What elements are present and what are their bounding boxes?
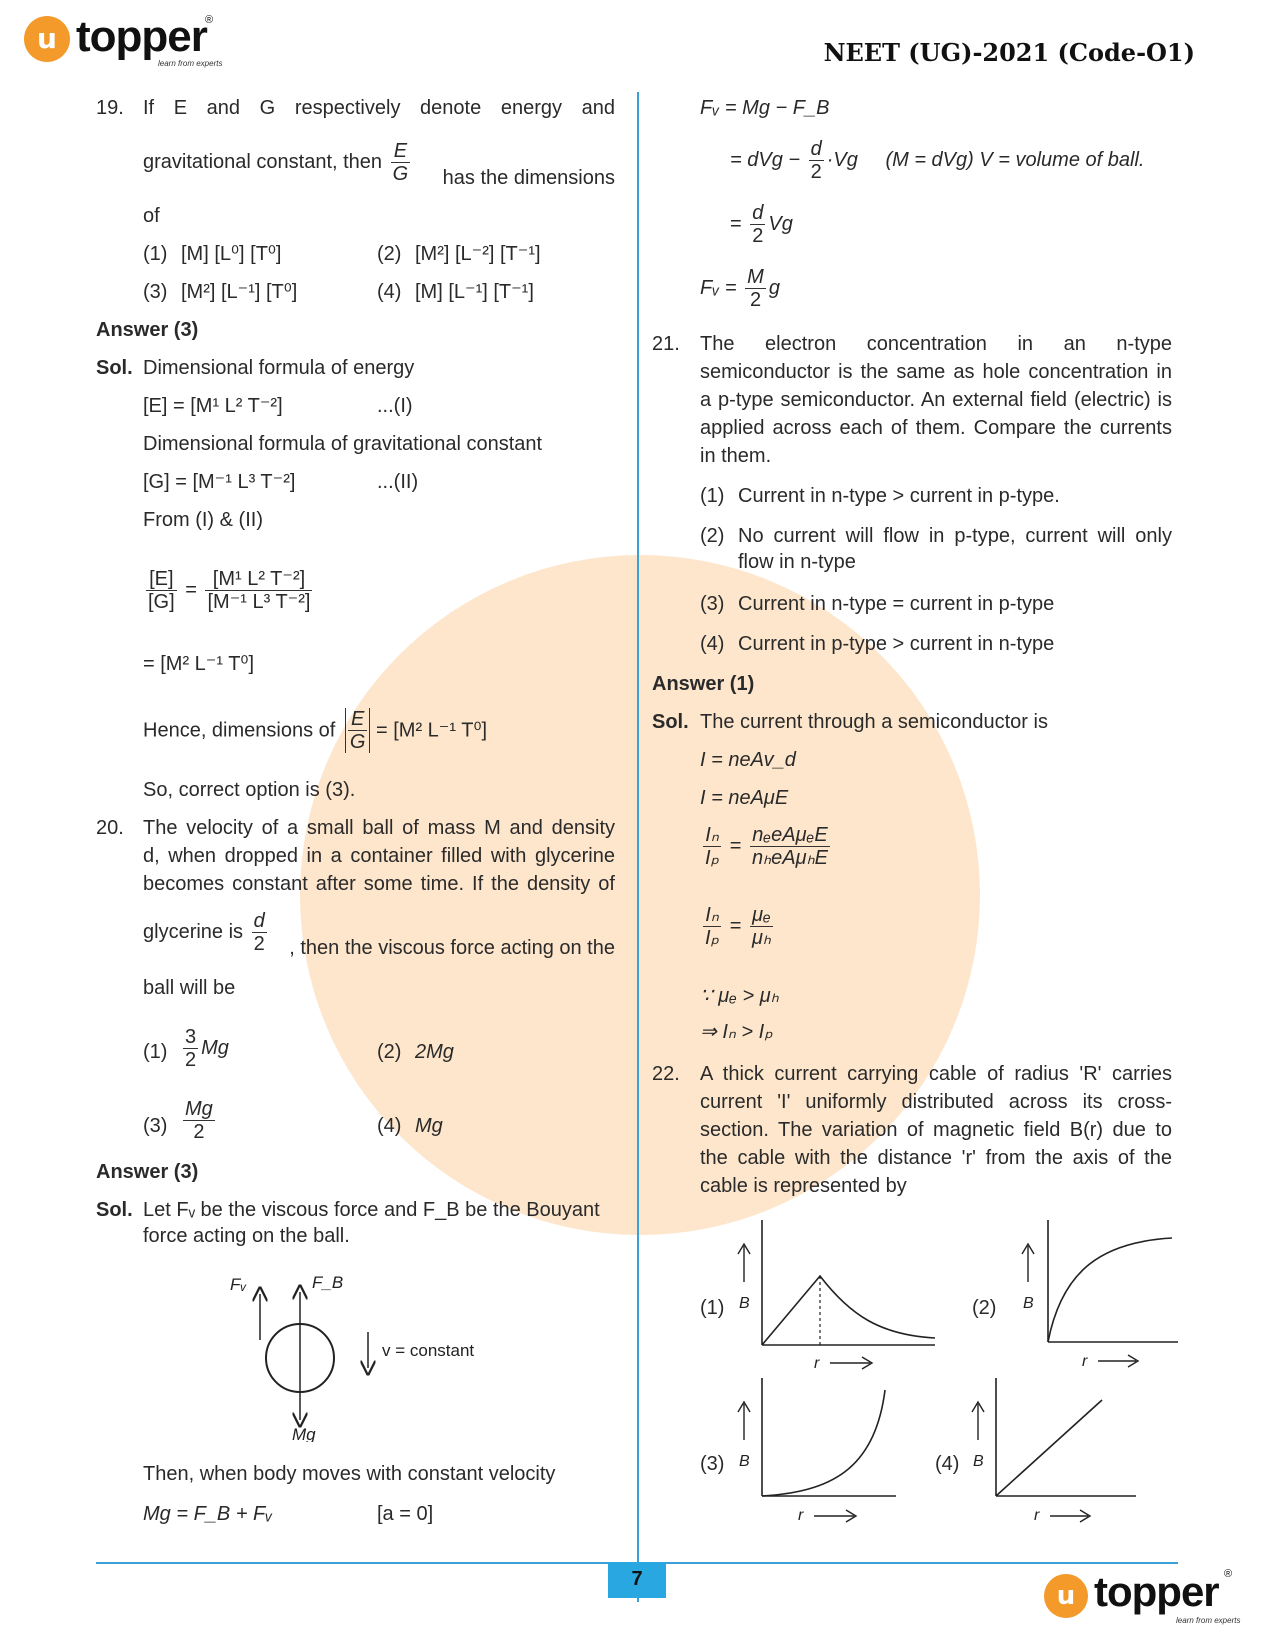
q20-option1-num: (1) xyxy=(143,1041,168,1063)
q21-option2-num: (2) xyxy=(700,525,725,547)
q21-eq4: $\frac{\text{Iₙ}}{\text{Iₚ}}$ = $\frac{\text{μₑ}}{\text{μₕ}}$ xyxy=(705,904,771,949)
q20-sol-line1: Let Fᵥ be the viscous force and F_B be the Bouyant xyxy=(143,1199,600,1221)
q22-graph1-num: (1) xyxy=(700,1297,725,1319)
q19-eq-tag2: ...(II) xyxy=(377,471,419,493)
q22-graph2-num: (2) xyxy=(972,1297,997,1319)
q22-graph4-x-label: r xyxy=(1034,1507,1040,1524)
q21-eq6: ⇒ Iₙ > Iₚ xyxy=(700,1021,773,1043)
q20-then: Then, when body moves with constant velocity xyxy=(143,1463,556,1485)
exam-title: NEET (UG)-2021 (Code-O1) xyxy=(823,38,1195,67)
q20-option2-num: (2) xyxy=(377,1041,402,1063)
header-logo-tagline: learn from experts xyxy=(158,59,223,68)
q19-line1: If E and G respectively denote energy and xyxy=(143,97,615,119)
col2-eq4: Fᵥ = $\frac{M}{2}$ g xyxy=(700,266,780,311)
footer-logo-icon: u xyxy=(1044,1574,1088,1618)
q19-conclusion: So, correct option is (3). xyxy=(143,779,356,801)
q19-eq-energy: [E] = [M¹ L² T⁻²] xyxy=(143,395,283,417)
q21-eq3: $\frac{\text{Iₙ}}{\text{Iₚ}}$ = $\frac{\text{nₑeAμₑE}}{\text{nₕeAμₕE}}$ xyxy=(705,824,828,869)
q22-number: 22. xyxy=(652,1063,680,1085)
q22-graph4-num: (4) xyxy=(935,1453,960,1475)
q19-eq-grav: [G] = [M⁻¹ L³ T⁻²] xyxy=(143,471,296,493)
q19-line2: gravitational constant, then $\frac{E}{G}$ has the dimensions xyxy=(143,140,615,189)
footer-registered-mark: ® xyxy=(1224,1568,1233,1580)
diagram-fb-label: F_B xyxy=(312,1273,344,1292)
q20-eq-cond: [a = 0] xyxy=(377,1503,434,1525)
q22-graph4 xyxy=(966,1370,1146,1530)
q20-option1: $\frac{3}{2}$ Mg xyxy=(185,1026,229,1071)
q20-eq: Mg = F_B + Fᵥ xyxy=(143,1503,273,1525)
q21-option2-line1: No current will flow in p-type, current will only xyxy=(738,525,1172,547)
q20-number: 20. xyxy=(96,817,124,839)
q20-option4: Mg xyxy=(415,1115,443,1137)
q22-graph2-y-label: B xyxy=(1023,1295,1034,1312)
q20-sol-line2: force acting on the ball. xyxy=(143,1225,350,1247)
q20-option2: 2Mg xyxy=(415,1041,454,1063)
q21-number: 21. xyxy=(652,333,680,355)
q20-option3: $\frac{Mg}{2}$ xyxy=(185,1098,213,1143)
q20-answer: Answer (3) xyxy=(96,1161,199,1183)
q22-graph1 xyxy=(730,1210,940,1370)
q22-graph3 xyxy=(730,1370,900,1530)
q22-graph2 xyxy=(1012,1210,1182,1370)
q19-sol-line1: Dimensional formula of energy xyxy=(143,357,415,379)
q19-option4-num: (4) xyxy=(377,281,402,303)
q20-line4: glycerine is $\frac{d}{2}$ , then the viscous force acting on the xyxy=(143,910,615,959)
page-number: 7 xyxy=(608,1562,666,1598)
q19-line3: of xyxy=(143,205,160,227)
q19-option3: [M²] [L⁻¹] [T⁰] xyxy=(181,281,298,303)
q21-line4: applied across each of them. Compare the currents xyxy=(700,417,1172,439)
q22-graph1-y-label: B xyxy=(739,1295,750,1312)
q21-sol-line1: The current through a semiconductor is xyxy=(700,711,1048,733)
q20-option3-num: (3) xyxy=(143,1115,168,1137)
q21-line3: a p-type semiconductor. An external field (electric) is xyxy=(700,389,1172,411)
q21-eq2: I = neAμE xyxy=(700,787,789,809)
q21-sol-label: Sol. xyxy=(652,711,689,733)
q20-sol-label: Sol. xyxy=(96,1199,133,1221)
q22-line3: section. The variation of magnetic field B(r) due to xyxy=(700,1119,1172,1141)
q19-sol-line3: From (I) & (II) xyxy=(143,509,263,531)
q22-graph3-num: (3) xyxy=(700,1453,725,1475)
q21-line1: The electron concentration in an n-type xyxy=(700,333,1172,355)
q22-line1: A thick current carrying cable of radius 'R' carries xyxy=(700,1063,1172,1085)
q22-graph3-x-label: r xyxy=(798,1507,804,1524)
q22-graph4-y-label: B xyxy=(973,1453,984,1470)
q21-option4-num: (4) xyxy=(700,633,725,655)
q20-option4-num: (4) xyxy=(377,1115,402,1137)
col2-eq1: Fᵥ = Mg − F_B xyxy=(700,97,830,119)
header-registered-mark: ® xyxy=(205,14,214,26)
column-divider xyxy=(637,92,639,1602)
q21-line2: semiconductor is the same as hole concentration in xyxy=(700,361,1172,383)
q20-line3: becomes constant after some time. If the density of xyxy=(143,873,615,895)
footer-logo-tagline: learn from experts xyxy=(1176,1616,1241,1625)
col2-eq3: = $\frac{d}{2}$ Vg xyxy=(730,202,793,247)
header-logo-text: topper xyxy=(76,12,207,61)
q19-option2-num: (2) xyxy=(377,243,402,265)
q21-eq5: ∵ μₑ > μₕ xyxy=(700,985,779,1007)
q22-graph3-y-label: B xyxy=(739,1453,750,1470)
header-logo-icon: u xyxy=(24,16,70,62)
q22-graph2-x-label: r xyxy=(1082,1353,1088,1370)
q21-option1-num: (1) xyxy=(700,485,725,507)
q20-line5: ball will be xyxy=(143,977,236,999)
q22-line5: cable is represented by xyxy=(700,1175,907,1197)
q21-eq1: I = neAv_d xyxy=(700,749,796,771)
q21-option3: Current in n-type = current in p-type xyxy=(738,593,1055,615)
q20-line1: The velocity of a small ball of mass M and density xyxy=(143,817,615,839)
q21-option4: Current in p-type > current in n-type xyxy=(738,633,1055,655)
q22-line4: the cable with the distance 'r' from the axis of the xyxy=(700,1147,1172,1169)
q19-option1: [M] [L⁰] [T⁰] xyxy=(181,243,282,265)
footer-logo-text: topper xyxy=(1094,1568,1219,1615)
q21-option1: Current in n-type > current in p-type. xyxy=(738,485,1060,507)
q19-answer: Answer (3) xyxy=(96,319,199,341)
q19-option3-num: (3) xyxy=(143,281,168,303)
q21-option3-num: (3) xyxy=(700,593,725,615)
diagram-mg-label: Mg xyxy=(292,1425,316,1442)
ball-force-diagram xyxy=(220,1262,520,1442)
q19-option2: [M²] [L⁻²] [T⁻¹] xyxy=(415,243,541,265)
q19-option4: [M] [L⁻¹] [T⁻¹] xyxy=(415,281,534,303)
q19-result: = [M² L⁻¹ T⁰] xyxy=(143,653,254,675)
q19-sol-label: Sol. xyxy=(96,357,133,379)
q19-option1-num: (1) xyxy=(143,243,168,265)
q19-ratio-eq: $\frac{[E]}{[G]}$ = $\frac{\text{[M¹ L² T⁻²]}}{\text{[M⁻¹ L³ T⁻²]}}$ xyxy=(148,568,311,613)
col2-eq2: = dVg − $\frac{d}{2}$ ·Vg (M = dVg) V = volume of ball. xyxy=(730,138,1145,183)
q20-line2: d, when dropped in a container filled with glycerine xyxy=(143,845,615,867)
q19-eq-tag1: ...(I) xyxy=(377,395,413,417)
q19-number: 19. xyxy=(96,97,124,119)
q19-sol-line2: Dimensional formula of gravitational constant xyxy=(143,433,543,455)
q21-answer: Answer (1) xyxy=(652,673,755,695)
q22-line2: current 'I' uniformly distributed across its cross- xyxy=(700,1091,1172,1113)
diagram-velocity-label: v = constant xyxy=(382,1341,475,1360)
q22-graph1-x-label: r xyxy=(814,1355,820,1370)
q19-hence: Hence, dimensions of $\frac{E}{G}$ = [M² L⁻¹ T⁰] xyxy=(143,708,488,753)
q21-line5: in them. xyxy=(700,445,772,467)
q21-option2-line2: flow in n-type xyxy=(738,551,856,573)
diagram-fv-label: Fᵥ xyxy=(230,1275,247,1294)
